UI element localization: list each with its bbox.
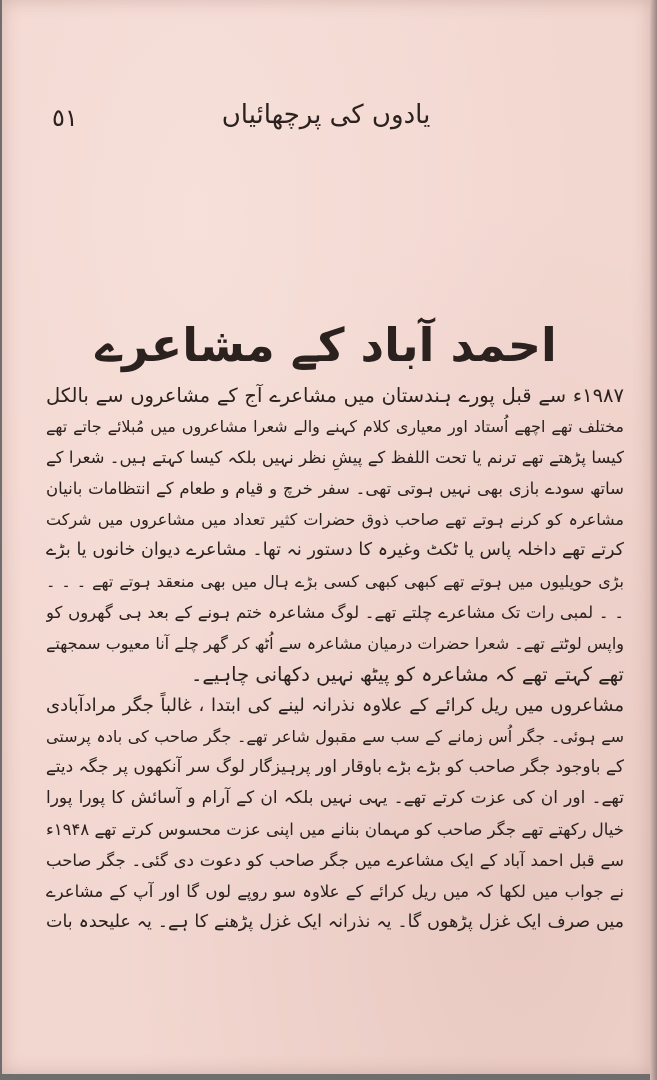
text-line: ۔ ۔ لمبی رات تک مشاعرے چلتے تھے۔ لوگ مشاعرہ ختم ہونے کے بعد ہی گھروں کو (46, 603, 624, 622)
text-line: سے قبل احمد آباد کے ایک مشاعرے میں جگر صاحب کو دعوت دی گئی۔ جگر صاحب (46, 851, 624, 870)
chapter-title: احمد آباد کے مشاعرے (95, 318, 557, 372)
text-line: ساتھ سودے بازی بھی نہیں ہوتی تھی۔ سفر خرچ و قیام و طعام کے انتظامات بانیان (46, 479, 624, 498)
text-line: ۱۹۸۷ء سے قبل پورے ہندستان میں مشاعرے آج کے مشاعروں سے بالکل (46, 384, 624, 407)
text-line: نے جواب میں لکھا کہ میں ریل کرائے کے علاوہ سو روپے لوں گا اور آپ کے مشاعرے (46, 882, 624, 901)
text-line: کرتے تھے داخلہ پاس یا ٹکٹ وغیرہ کا دستور نہ تھا۔ مشاعرے دیوان خانوں یا بڑے (46, 540, 624, 560)
text-line: تھے۔ اور ان کی عزت کرتے تھے۔ یہی نہیں بلکہ ان کے آرام و آسائش کا پورا پورا (46, 788, 624, 808)
text-line: سے ہوئی۔ جگر اُس زمانے کے سب سے مقبول شاعر تھے۔ جگر صاحب کی بادہ پرستی (46, 727, 624, 746)
text-line: مشاعرہ کو کرنے ہوتے تھے صاحب ذوق حضرات کثیر تعداد میں مشاعروں میں شرکت (46, 510, 624, 529)
body-text (46, 380, 624, 938)
text-line: میں صرف ایک غزل پڑھوں گا۔ یہ نذرانہ ایک غزل پڑھنے کا ہے۔ یہ علیحدہ بات (46, 912, 624, 932)
text-line: بڑی حویلیوں میں ہوتے تھے کبھی کبھی کسی بڑے ہال میں بھی منعقد ہوتے تھے ۔ ۔ ۔ (46, 572, 624, 591)
text-line: مشاعروں میں ریل کرائے کے علاوہ نذرانہ لینے کی ابتدا ، غالباً جگر مرادآبادی (46, 695, 624, 716)
running-title: یادوں کی پرچھائیاں (221, 100, 431, 130)
book-page (2, 0, 650, 1074)
text-line: کے باوجود جگر صاحب کو بڑے بڑے باوقار اور پرہیزگار لوگ سر آنکھوں پر جگہ دیتے (46, 757, 624, 777)
page-header (42, 100, 610, 140)
text-line: تھے کہتے تھے کہ مشاعرہ کو پیٹھ نہیں دکھانی چاہیے۔ (191, 663, 624, 686)
text-line: واپس لوٹتے تھے۔ شعرا حضرات درمیان مشاعرہ سے اُٹھ کر گھر چلے آنا معیوب سمجھتے (46, 634, 624, 653)
page-edge (650, 0, 657, 1080)
text-line: کیسا پڑھتے تھے ترنم یا تحت اللفظ کے پیشِ نظر نہیں بلکہ کیسا کہتے ہیں۔ شعرا کے (46, 448, 624, 467)
text-line: مختلف تھے اچھے اُستاد اور معیاری کلام کہنے والے شعرا مشاعروں میں مُبلائے جاتے تھے (46, 417, 624, 436)
page-number: ٥١ (52, 104, 78, 132)
text-line: خیال رکھتے تھے جگر صاحب کو مہمان بنانے میں اپنی عزت محسوس کرتے تھے ۱۹۴۸ء (46, 820, 624, 839)
